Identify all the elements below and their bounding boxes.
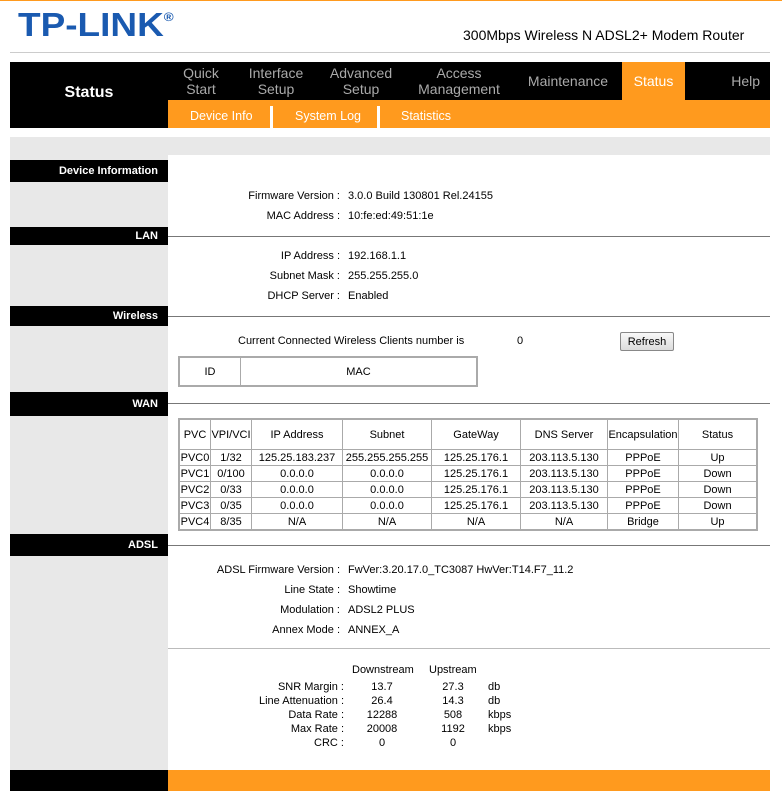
wan-header: Encapsulation [608,419,679,450]
firmware-label: Firmware Version : [248,190,340,202]
wan-cell: 8/35 [211,514,252,531]
wan-cell: PPPoE [608,466,679,482]
wireless-clients-count: 0 [517,335,524,347]
wan-cell: 203.113.5.130 [521,482,608,498]
stat-down: 12288 [366,709,398,721]
stat-down: 0 [378,737,386,749]
nav-interface-setup[interactable]: Interface Setup [248,65,304,97]
wan-cell: 125.25.176.1 [432,482,521,498]
wan-cell: Down [679,466,758,482]
stat-unit: db [488,681,501,693]
stat-label: Max Rate : [290,723,344,735]
subnav-separator [270,106,273,128]
wireless-clients-table [178,356,478,387]
lan-ip-value: 192.168.1.1 [348,250,407,262]
wan-cell: PVC2 [180,483,210,496]
stat-up: 27.3 [442,681,464,693]
wan-cell: PPPoE [608,482,679,498]
stat-down: 20008 [366,723,398,735]
wan-header: DNS Server [521,419,608,450]
wan-cell: N/A [432,514,521,531]
table-row [179,466,757,482]
wan-cell: Bridge [608,514,679,531]
sub-nav [168,100,770,128]
firmware-value: 3.0.0 Build 130801 Rel.24155 [348,190,493,202]
stat-label: Line Attenuation : [258,695,344,707]
subnav-device-info[interactable]: Device Info [190,109,253,123]
adsl-fw-value: FwVer:3.20.17.0_TC3087 HwVer:T14.F7_11.2 [348,564,574,576]
downstream-header: Downstream [352,664,414,676]
table-row [179,450,757,466]
wan-cell: 203.113.5.130 [521,450,608,466]
wan-cell: 0.0.0.0 [343,498,432,514]
wan-header: PVC [179,419,211,450]
refresh-button[interactable]: Refresh [620,332,674,351]
subnet-value: 255.255.255.0 [348,270,419,282]
subnav-statistics[interactable]: Statistics [401,109,452,123]
table-row [179,482,757,498]
subnet-label: Subnet Mask : [269,270,340,282]
line-state-label: Line State : [284,584,340,596]
wan-header: VPI/VCI [211,419,252,450]
wan-header: Subnet [343,419,432,450]
section-device-info: Device Information [10,160,168,182]
page-title: Status [64,84,114,101]
left-column [10,155,168,770]
wan-cell: PVC3 [180,499,210,512]
section-wireless: Wireless [10,306,168,326]
modulation-value: ADSL2 PLUS [348,604,415,616]
subnav-separator [377,106,380,128]
section-divider [168,236,770,237]
stat-label: Data Rate : [288,709,344,721]
nav-quick-start[interactable]: Quick Start [183,65,219,97]
wan-cell: 0.0.0.0 [252,482,343,498]
nav-maintenance[interactable]: Maintenance [527,73,609,89]
col-id-header: ID [179,357,241,386]
section-wan: WAN [10,392,168,416]
wan-cell: Down [679,482,758,498]
footer-left [10,770,168,791]
wan-cell: N/A [252,514,343,531]
wan-cell: 125.25.176.1 [432,450,521,466]
adsl-fw-label: ADSL Firmware Version : [216,564,340,576]
section-adsl: ADSL [10,534,168,556]
stat-up: 1192 [441,723,465,735]
stat-label: CRC : [314,737,344,749]
mac-label: MAC Address : [266,210,340,222]
wan-cell: Up [679,514,758,531]
wan-cell: 0/33 [211,482,252,498]
section-divider [168,403,770,404]
wan-cell: 125.25.176.1 [432,498,521,514]
wan-cell: 1/32 [211,450,252,466]
stat-unit: kbps [488,723,512,735]
nav-status[interactable]: Status [622,62,685,100]
table-row [179,514,757,531]
wireless-clients-label: Current Connected Wireless Clients number is [238,335,465,347]
wan-cell: 0/100 [211,466,252,482]
section-divider [168,545,770,546]
wan-cell: PVC1 [180,467,210,480]
wan-cell: PVC4 [179,514,211,531]
wan-cell: N/A [521,514,608,531]
wan-cell: 0.0.0.0 [343,482,432,498]
wan-cell: 125.25.183.237 [252,450,343,466]
upstream-header: Upstream [429,664,477,676]
line-state-value: Showtime [348,584,397,596]
product-name: 300Mbps Wireless N ADSL2+ Modem Router [463,27,745,43]
wan-cell: 0/35 [211,498,252,514]
modulation-label: Modulation : [280,604,340,616]
wan-cell: PPPoE [608,450,679,466]
wan-cell: N/A [343,514,432,531]
wan-table [178,418,758,531]
wan-cell: Up [679,450,758,466]
annex-value: ANNEX_A [348,624,400,636]
footer-bar [168,770,770,791]
subnav-system-log[interactable]: System Log [295,109,362,123]
wan-cell: 0.0.0.0 [252,498,343,514]
section-divider [168,316,770,317]
stat-up: 508 [443,709,463,721]
dhcp-label: DHCP Server : [267,290,340,302]
wan-cell: PVC0 [180,451,210,464]
stat-unit: kbps [488,709,512,721]
mac-value: 10:fe:ed:49:51:1e [348,210,434,222]
wan-cell: 125.25.176.1 [432,466,521,482]
wan-cell: 255.255.255.255 [343,450,432,466]
wan-cell: 203.113.5.130 [521,498,608,514]
dhcp-value: Enabled [348,290,389,302]
wan-header: IP Address [252,419,343,450]
stat-down: 26.4 [371,695,393,707]
stat-down: 13.7 [371,681,393,693]
header-divider [10,52,770,53]
content-top-band [10,137,770,155]
table-row [179,498,757,514]
wan-cell: 0.0.0.0 [252,466,343,482]
wan-cell: 203.113.5.130 [521,466,608,482]
wan-header: Status [679,419,758,450]
tp-link-logo: TP-LINK® [18,6,174,43]
stat-label: SNR Margin : [277,681,344,693]
lan-ip-label: IP Address : [280,250,340,262]
section-divider [168,648,770,649]
section-lan: LAN [10,227,168,245]
wan-cell: 0.0.0.0 [343,466,432,482]
stat-up: 14.3 [442,695,464,707]
nav-access-management[interactable]: Access Management [418,65,500,97]
wan-cell: PPPoE [608,498,679,514]
wan-header: GateWay [432,419,521,450]
col-mac-header: MAC [241,357,478,386]
nav-help[interactable]: Help [731,73,760,89]
stat-unit: db [488,695,501,707]
stat-up: 0 [449,737,457,749]
nav-advanced-setup[interactable]: Advanced Setup [329,65,393,97]
annex-label: Annex Mode : [272,624,340,636]
wan-cell: Down [679,498,758,514]
